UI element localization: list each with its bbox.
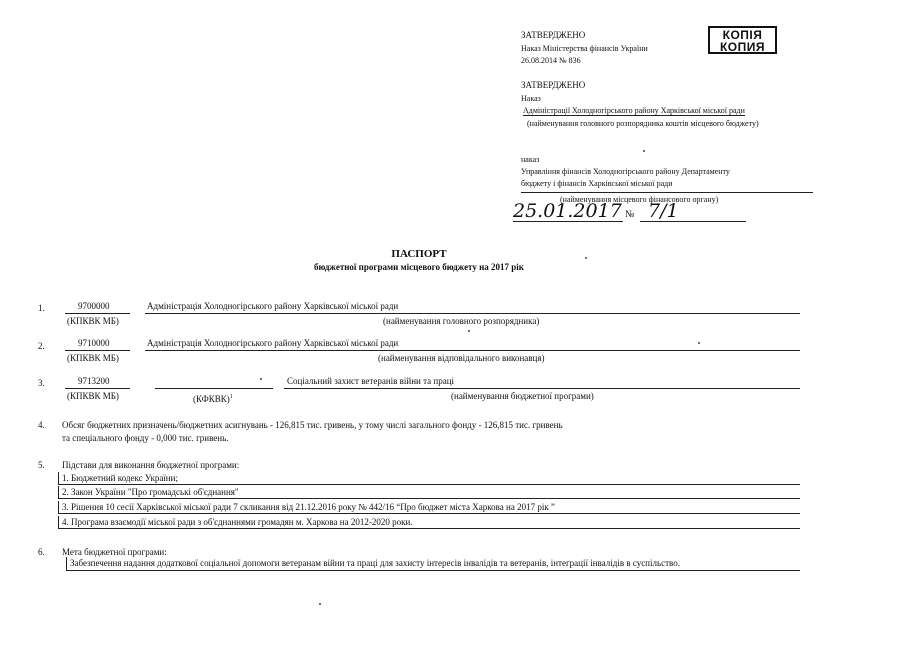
approval-date-1: 26.08.2014 № 836 <box>521 56 581 65</box>
item-4-line2: та спеціального фонду - 0,000 тис. гривень. <box>62 433 229 443</box>
item-3-code-caption: (КПКВК МБ) <box>67 391 119 401</box>
handwritten-number: 7/1 <box>648 200 679 222</box>
page-title: ПАСПОРТ <box>391 248 447 260</box>
item-2-name-caption: (найменування відповідального виконавця) <box>378 353 545 363</box>
item-2-code: 9710000 <box>78 338 110 348</box>
item-1-name-caption: (найменування головного розпорядника) <box>383 316 540 326</box>
item-5-heading: Підстави для виконання бюджетної програми: <box>62 460 240 470</box>
approval-order-1: Наказ Міністерства фінансів України <box>521 44 648 53</box>
stamp-line-2: КОПИЯ <box>719 40 766 54</box>
item-3-number: 3. <box>38 378 45 388</box>
item-1-number: 1. <box>38 303 45 313</box>
basis-item-2: 2. Закон України "Про громадські об'єднання" <box>58 486 800 499</box>
handwritten-date: 25.01.2017 <box>513 200 622 222</box>
approval-org-2: Адміністрації Холодногірського району Харківської міської ради <box>523 106 745 115</box>
item-1-name: Адміністрація Холодногірського району Харківської міської ради <box>147 301 399 311</box>
approval-caption-3: (найменування місцевого фінансового органу) <box>560 195 719 204</box>
approval-caption-2: (найменування головного розпорядника коштів місцевого бюджету) <box>527 119 759 128</box>
approval-title-2: ЗАТВЕРДЖЕНО <box>521 80 586 90</box>
approval-org-3-line1: Управління фінансів Холодногірського району Департаменту <box>521 167 730 176</box>
item-3-kfkvk-caption: (КФКВК)$^1$ <box>193 394 233 404</box>
number-sign: № <box>625 209 635 220</box>
stamp-line-1: КОПІЯ <box>722 28 763 42</box>
item-2-name: Адміністрація Холодногірського району Харківської міської ради <box>147 338 399 348</box>
item-5-number: 5. <box>38 460 45 470</box>
item-1-code-caption: (КПКВК МБ) <box>67 316 119 326</box>
basis-item-4: 4. Програма взаємодії міської ради з об'єднаннями громадян м. Харкова на 2012-2020 роки. <box>58 516 800 529</box>
item-6-goal: Забезпечення надання додаткової соціальної допомоги ветеранам війни та праці для захисту інтересів інвалідів та ветеранів, інтеграції інвалідів в суспільство. <box>66 557 800 571</box>
item-2-number: 2. <box>38 341 45 351</box>
approval-org-3-line2: бюджету і фінансів Харківської міської ради <box>521 179 673 188</box>
basis-item-3: 3. Рішення 10 сесії Харківської міської ради 7 скликання від 21.12.2016 року № 442/16 “Про бюджет міста Харкова на 2017 рік ” <box>58 501 800 514</box>
item-3-name: Соціальний захист ветеранів війни та праці <box>287 376 455 386</box>
approval-label-3: наказ <box>521 155 540 164</box>
page-subtitle: бюджетної програми місцевого бюджету на 2017 рік <box>314 262 524 272</box>
approval-title-1: ЗАТВЕРДЖЕНО <box>521 30 586 40</box>
basis-item-1: 1. Бюджетний кодекс України; <box>58 472 800 485</box>
approval-label-2: Наказ <box>521 94 541 103</box>
item-4-line1: Обсяг бюджетних призначень/бюджетних асигнувань - 126,815 тис. гривень, у тому числі загального фонду - 126,815 тис. гривень <box>62 420 563 430</box>
copy-stamp <box>708 26 777 54</box>
item-4-number: 4. <box>38 420 45 430</box>
item-6-heading: Мета бюджетної програми: <box>62 547 167 557</box>
item-3-code: 9713200 <box>78 376 110 386</box>
item-1-code: 9700000 <box>78 301 110 311</box>
item-2-code-caption: (КПКВК МБ) <box>67 353 119 363</box>
item-3-name-caption: (найменування бюджетної програми) <box>451 391 594 401</box>
item-6-number: 6. <box>38 547 45 557</box>
